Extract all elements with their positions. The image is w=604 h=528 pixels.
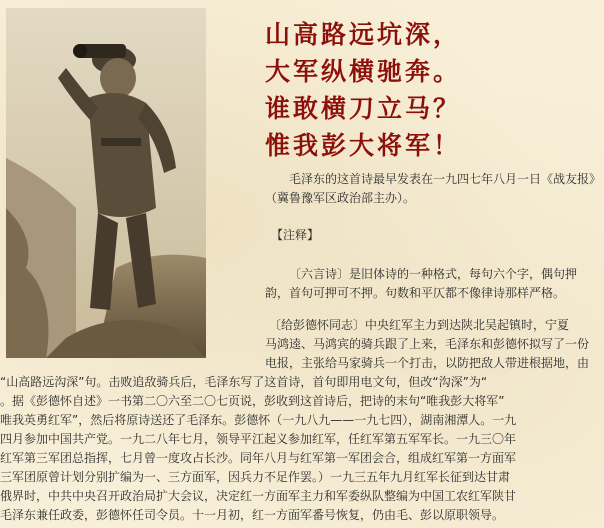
poem-line-3: 谁敢横刀立马？ — [265, 94, 462, 123]
note-to-peng-dehuai — [0, 316, 604, 525]
note-line: 。据《彭德怀自述》一书第二〇六至二〇七页说，彭收到这首诗后，把诗的末句“唯我彭大将军” — [0, 394, 505, 408]
notes-heading: 【注释】 — [271, 228, 320, 242]
poem — [265, 16, 461, 164]
note-line: 三军团原曾计划分别扩编为一、三方面军，因兵力不足作罢。）一九三五年九月红军长征到达甘肃 — [0, 470, 511, 484]
note-line: 毛泽东兼任政委，彭德怀任司令员。十一月初，红一方面军番号恢复，仍由毛、彭以原职领导。 — [0, 508, 505, 522]
note-line: 四月参加中国共产党。一九二八年七月，领导平江起义参加红军，任红军第五军军长。一九三〇年 — [0, 432, 517, 446]
note-six-char-poem: 〔六言诗〕是旧体诗的一种格式，每句六个字，偶句押韵，首句可押可不押。句数和平仄都不像律诗那样严格。 — [265, 267, 578, 300]
note-line: 〔给彭德怀同志〕中央红军主力到达陕北吴起镇时，宁夏 — [269, 318, 570, 332]
peng-dehuai-photo — [6, 8, 206, 358]
note-line: “山高路远沟深”句。击败追敌骑兵后，毛泽东写了这首诗，首句即用电文句，但改“沟深”为“ — [0, 375, 488, 389]
intro-paragraph: 毛泽东的这首诗最早发表在一九四七年八月一日《战友报》（冀鲁豫军区政治部主办）。 — [265, 172, 596, 205]
note-line: 电报，主张给马家骑兵一个打击，以防把敌人带进根据地，由 — [265, 356, 590, 370]
note-line: 俄界时，中共中央召开政治局扩大会议，决定红一方面军主力和军委纵队整编为中国工农红军陕甘 — [0, 489, 517, 503]
note-line: 唯我英勇红军”，然后将原诗送还了毛泽东。彭德怀（一九八九——一九七四），湖南湘潭人。一九 — [0, 413, 517, 427]
photo-illustration — [6, 8, 206, 358]
note-line: 马鸿逵、马鸿宾的骑兵跟了上来，毛泽东和彭德怀拟写了一份 — [265, 337, 590, 351]
note-line: 红军第三军团总指挥，七月曾一度攻占长沙。同年八月与红军第一军团会合，组成红军第一方面军 — [0, 451, 517, 465]
poem-line-2: 大军纵横驰奔。 — [265, 57, 462, 86]
poem-line-1: 山高路远坑深， — [265, 20, 462, 49]
poem-line-4: 惟我彭大将军！ — [265, 131, 462, 160]
